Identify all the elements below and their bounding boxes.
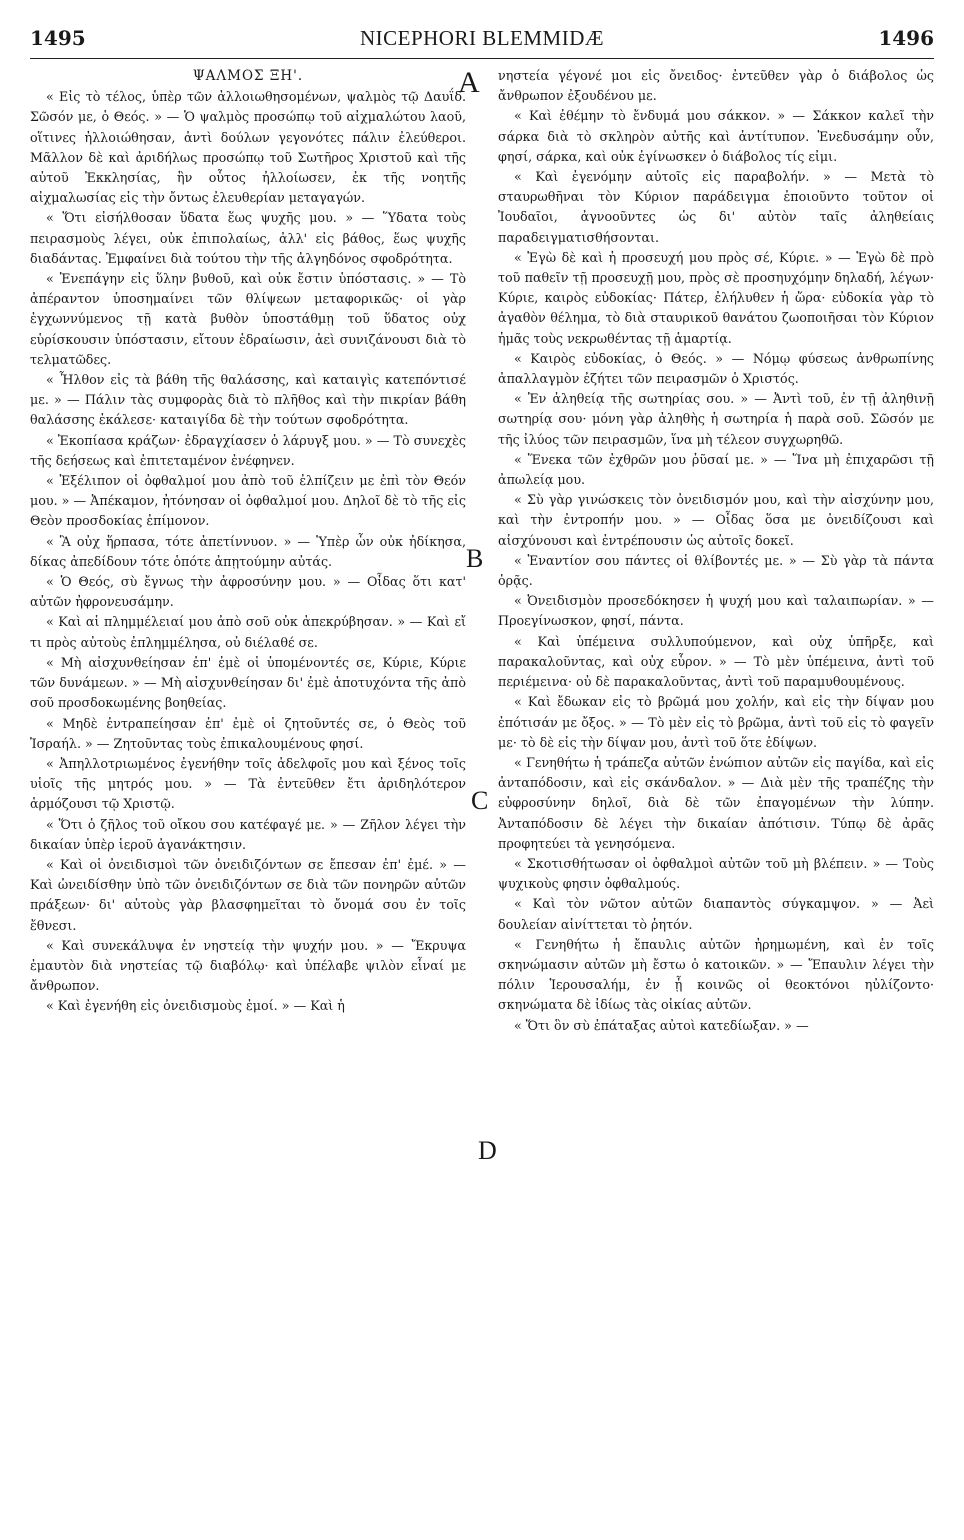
paragraph: « Καὶ ὑπέμεινα συλλυπούμενον, καὶ οὐχ ὑπῆρξε, καὶ παρακαλοῦντας, καὶ οὐχ εὗρον. » — Τὸ μὲν ὑπέμεινα, ἀντὶ τοῦ περιέμεινα· οὐ δὲ παρακαλοῦντας, ἀντὶ τοῦ παραμυθουμένους. xyxy=(498,633,934,690)
paragraph: « Ἐν ἀληθείᾳ τῆς σωτηρίας σου. » — Ἀντὶ τοῦ, ἐν τῇ ἀληθινῇ σωτηρίᾳ σου· μόνη γὰρ ἀληθὴς ἡ σωτηρία ἡ παρὰ σοῦ. Σῶσόν με τῆς ἰλύος τῶν πειρασμῶν, ἵνα μὴ τέλεον συγχωρηθῶ. xyxy=(498,391,934,447)
paragraph: « Ἦλθον εἰς τὰ βάθη τῆς θαλάσσης, καὶ καταιγὶς κατεπόντισέ με. » — Πάλιν τὰς συμφορὰς διὰ τὸ πλῆθος καὶ τὴν πικρίαν βάθη θαλάσσης ἐκάλεσε· καταιγίδα δὲ τὴν τούτων σφοδρότητα. xyxy=(30,372,466,428)
left-column xyxy=(30,66,466,1017)
paragraph: « Καὶ αἱ πλημμέλειαί μου ἀπὸ σοῦ οὐκ ἀπεκρύβησαν. » — Καὶ εἴ τι πρὸς αὐτοὺς ἐπλημμέλησα, οὐ διέλαθέ σε. xyxy=(30,614,466,650)
paragraph: « Μηδὲ ἐντραπείησαν ἐπ' ἐμὲ οἱ ζητοῦντές σε, ὁ Θεὸς τοῦ Ἰσραήλ. » — Ζητοῦντας τοὺς ἐπικαλουμένους φησί. xyxy=(30,715,466,751)
paragraph: « Ὅτι εἰσήλθοσαν ὕδατα ἕως ψυχῆς μου. » — Ὕδατα τοὺς πειρασμοὺς λέγει, οὐκ ἐπιπολαίως, ἀλλ' εἰς βάθος, ἕως ψυχῆς διαδάντας. Ἐμφαίνει διὰ τούτου τὴν τῆς ἀλγηδόνος σφοδρότητα. xyxy=(30,210,466,266)
paragraph: « Ἕνεκα τῶν ἐχθρῶν μου ῥῦσαί με. » — Ἵνα μὴ ἐπιχαρῶσι τῇ ἀπωλείᾳ μου. xyxy=(498,451,934,488)
paragraph: « Γενηθήτω ἡ τράπεζα αὐτῶν ἐνώπιον αὐτῶν εἰς παγίδα, καὶ εἰς ἀνταπόδοσιν, καὶ εἰς σκάνδαλον. » — Διὰ μὲν τῆς τραπέζης τὴν εὐφροσύνην δηλοῖ, διὰ δὲ τῶν ἐπαγομένων τὴν λύπην. Ἀνταπόδοσιν δὲ λέγει τὴν δικαίαν ἀπότισιν. Τύπῳ δὲ ἀρᾶς προφητεύει τὰ γενησόμενα. xyxy=(498,754,934,851)
section-mark-d: D xyxy=(478,1136,497,1165)
paragraph: « Γενηθήτω ἡ ἔπαυλις αὐτῶν ἠρημωμένη, καὶ ἐν τοῖς σκηνώμασιν αὐτῶν μὴ ἔστω ὁ κατοικῶν. » — Ἔπαυλιν λέγει τὴν πόλιν Ἱερουσαλήμ, ἐν ᾗ κοινῶς οἱ θεοκτόνοι ηὐλίζοντο· σκηνώματα δὲ ἰδίως τὰς οἰκίας αὐτῶν. xyxy=(498,936,934,1013)
paragraph: « Καὶ ἔδωκαν εἰς τὸ βρῶμά μου χολήν, καὶ εἰς τὴν δίψαν μου ἐπότισάν με ὄξος. » — Τὸ μὲν εἰς τὸ βρῶμα, ἀντὶ τοῦ εἰς τὸ φαγεῖν με· τὸ δὲ εἰς τὴν δίψαν μου, ἀντὶ τοῦ ὅτε ἐδίψων. xyxy=(498,694,934,750)
paragraph: « Ἃ οὐχ ἥρπασα, τότε ἀπετίννυον. » — Ὑπὲρ ὧν οὐκ ἠδίκησα, δίκας ἀπεδίδουν τότε ὁπότε ἀπῃτούμην αὐτάς. xyxy=(30,533,466,569)
page-number-right: 1496 xyxy=(878,26,934,50)
page-number-left: 1495 xyxy=(30,26,86,50)
paragraph: « Μὴ αἰσχυνθείησαν ἐπ' ἐμὲ οἱ ὑπομένοντές σε, Κύριε, Κύριε τῶν δυνάμεων. » — Μὴ αἰσχυνθείησαν δι' ἐμὲ ἀποτυχόντα τῆς ἀπὸ σοῦ προσδοκωμένης βοηθείας. xyxy=(30,654,466,711)
paragraph: « Καὶ οἱ ὀνειδισμοὶ τῶν ὀνειδιζόντων σε ἔπεσαν ἐπ' ἐμέ. » — Καὶ ὠνειδίσθην ὑπὸ τῶν ὀνειδιζόντων σε διὰ τῶν πονηρῶν αὐτῶν πράξεων· δι' αὐτοὺς γὰρ βλασφημεῖται τὸ ὄνομά σου ἐν τοῖς ἔθνεσι. xyxy=(30,856,466,933)
paragraph: « Καὶ ἐγενήθη εἰς ὀνειδισμοὺς ἐμοί. » — Καὶ ἡ xyxy=(46,998,345,1014)
paragraph: « Ἐναντίον σου πάντες οἱ θλίβοντές με. » — Σὺ γὰρ τὰ πάντα ὁρᾷς. xyxy=(498,552,934,589)
paragraph: « Σὺ γὰρ γινώσκεις τὸν ὀνειδισμόν μου, καὶ τὴν αἰσχύνην μου, καὶ τὴν ἐντροπήν μου. » — Οἶδας ὅσα με ὀνειδίζουσι καὶ αἰσχύνουσι καὶ ἐντρέπουσιν ὡς αὐτοῖς δοκεῖ. xyxy=(498,492,934,548)
page-header xyxy=(30,26,934,60)
paragraph: « Ἀπηλλοτριωμένος ἐγενήθην τοῖς ἀδελφοῖς μου καὶ ξένος τοῖς υἱοῖς τῆς μητρός μου. » — Τὰ ἐντεῦθεν ἔτι ἀριδηλότερον ἁρμόζουσι τῷ Χριστῷ. xyxy=(30,755,466,812)
paragraph: « Ὀνειδισμὸν προσεδόκησεν ἡ ψυχή μου καὶ ταλαιπωρίαν. » — Προεγίνωσκον, φησί, πάντα. xyxy=(498,593,934,629)
paragraph: « Ἐνεπάγην εἰς ὕλην βυθοῦ, καὶ οὐκ ἔστιν ὑπόστασις. » — Τὸ ἀπέραντον ὑποσημαίνει τῶν θλίψεων μεταφορικῶς· οἱ γὰρ ἐγχωννύμενος τῇ κατὰ βυθὸν ὑποστάθμῃ τοῦ ὕδατος οὐχ εὑρίσκουσιν ὑπόστασιν, εἴτουν ἑδραίωσιν, ἀεὶ συνιζάνουσι διὰ τὸ τελματῶδες. xyxy=(30,271,466,367)
right-column xyxy=(498,66,934,1036)
paragraph: « Ὅτι ὁ ζῆλος τοῦ οἴκου σου κατέφαγέ με. » — Ζῆλον λέγει τὴν δικαίαν ὑπὲρ ἱεροῦ ἀγανάκτησιν. xyxy=(30,816,466,852)
section-mark-b: B xyxy=(466,544,484,573)
running-head: NICEPHORI BLEMMIDÆ xyxy=(359,26,605,50)
paragraph: « Καὶ ἐθέμην τὸ ἔνδυμά μου σάκκον. » — Σάκκον καλεῖ τὴν σάρκα διὰ τὸ σκληρὸν αὐτῆς καὶ ἀντίτυπον. Ἐνεδυσάμην οὖν, φησί, σάρκα, καὶ οὐκ ἐγίνωσκεν ὁ διάβολος τίς εἰμι. xyxy=(498,108,934,164)
paragraph: « Καὶ συνεκάλυψα ἐν νηστείᾳ τὴν ψυχήν μου. » — Ἔκρυψα ἐμαυτὸν διὰ νηστείας τῷ διαβόλῳ· καὶ ὑπέλαβε ψιλὸν εἶναί με ἄνθρωπον. xyxy=(30,937,466,994)
paragraph: « Εἰς τὸ τέλος, ὑπὲρ τῶν ἀλλοιωθησομένων, ψαλμὸς τῷ Δαυΐδ. Σῶσόν με, ὁ Θεός. » — Ὁ ψαλμὸς προσώπῳ τοῦ αἰχμαλώτου λαοῦ, οἵτινες ἠλλοιώθησαν, ἀντὶ δούλων γεγονότες πάλιν ἐλεύθεροι. Μᾶλλον δὲ καὶ ἀριδήλως προσώπῳ τοῦ Σωτῆρος Χριστοῦ καὶ τῆς αὐτοῦ Ἐκκλησίας, ἣν οὗτος ἠλλοίωσεν, ἐκ τῆς νοητῆς αἰχμαλωσίας εἰς τὴν ὄντως ἐλευθερίαν μεταγαγών. xyxy=(30,89,466,206)
section-mark-a: A xyxy=(458,66,480,99)
paragraph: « Ἐκοπίασα κράζων· ἐδραγχίασεν ὁ λάρυγξ μου. » — Τὸ συνεχὲς τῆς δεήσεως καὶ ἐπιτεταμένον ἐνέφηνεν. xyxy=(30,432,466,468)
paragraph: « Καὶ τὸν νῶτον αὐτῶν διαπαντὸς σύγκαμψον. » — Ἀεὶ δουλείαν αἰνίττεται τὸ ῥητόν. xyxy=(498,896,934,932)
psalm-title: ΨΑΛΜΟΣ ΞΗ'. xyxy=(192,68,304,84)
paragraph: « Καὶ ἐγενόμην αὐτοῖς εἰς παραβολήν. » — Μετὰ τὸ σταυρωθῆναι τὸν Κύριον παράδειγμα ἐποιοῦντο τοῦτον οἱ Ἰουδαῖοι, ἀγνοοῦντες ὡς δι' αὐτὸν ταῖς ἀληθείαις παραδειγματισθήσονται. xyxy=(498,169,934,245)
paragraph: « Καιρὸς εὐδοκίας, ὁ Θεός. » — Νόμῳ φύσεως ἀνθρωπίνης ἀπαλλαγμὸν ἐζήτει τῶν πειρασμῶν ὁ Χριστός. xyxy=(498,350,934,387)
paragraph: « Ἐξέλιπον οἱ ὀφθαλμοί μου ἀπὸ τοῦ ἐλπίζειν με ἐπὶ τὸν Θεόν μου. » — Ἀπέκαμον, ἠτόνησαν οἱ ὀφθαλμοί μου. Δηλοῖ δὲ τὸ τῆς εἰς Θεὸν προσδοκίας ἐπίμονον. xyxy=(30,473,466,529)
paragraph: νηστεία γέγονέ μοι εἰς ὄνειδος· ἐντεῦθεν γὰρ ὁ διάβολος ὡς ἄνθρωπον ἐξουδένου με. xyxy=(498,68,934,104)
paragraph: « Ὅτι ὃν σὺ ἐπάταξας αὐτοὶ κατεδίωξαν. » — xyxy=(514,1017,809,1033)
section-mark-c: C xyxy=(471,786,489,815)
paragraph: « Σκοτισθήτωσαν οἱ ὀφθαλμοὶ αὐτῶν τοῦ μὴ βλέπειν. » — Τοὺς ψυχικοὺς φησιν ὀφθαλμούς. xyxy=(498,855,934,892)
paragraph: « Ὁ Θεός, σὺ ἔγνως τὴν ἀφροσύνην μου. » — Οἶδας ὅτι κατ' αὐτῶν ἠφρονευσάμην. xyxy=(30,574,466,610)
header-rule xyxy=(30,58,934,59)
paragraph: « Ἐγὼ δὲ καὶ ἡ προσευχή μου πρὸς σέ, Κύριε. » — Ἐγὼ δὲ πρὸ τοῦ παθεῖν τῇ προσευχῇ μου, πρὸς σὲ προσηυχόμην δηλαδή, λέγων· Κύριε, καιρὸς εὐδοκίας· Πάτερ, ἐλήλυθεν ἡ ὥρα· εὐδοκία γὰρ τὸ ἀγαθὸν θέλημα, τὸ διὰ σταυρικοῦ θανάτου ζωοποιῆσαι τὸν Κύριον ἡμᾶς τοὺς νεκρωθέντας τῇ ἁμαρτίᾳ. xyxy=(498,249,934,346)
